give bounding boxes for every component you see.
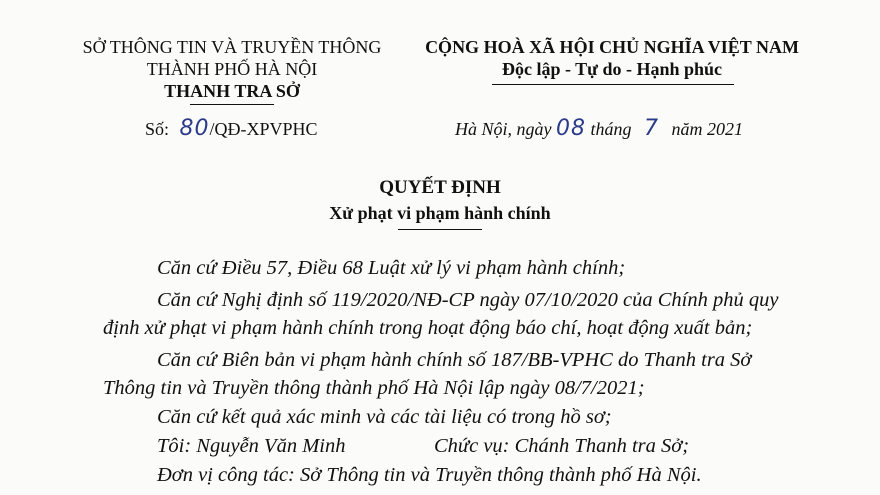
basis-line-5: Thông tin và Truyền thông thành phố Hà Nội lập ngày 08/7/2021; [103,377,645,399]
left-header-underline [190,104,274,105]
handwritten-day: 08 [556,116,586,141]
document-number [145,118,318,140]
signer-unit: Đơn vị công tác: Sở Thông tin và Truyền thông thành phố Hà Nội. [157,464,702,486]
document-subtitle: Xử phạt vi phạm hành chính [329,203,551,223]
number-suffix: /QĐ-XPVPHC [209,119,318,139]
year-text: năm 2021 [671,119,744,139]
basis-line-4: Căn cứ Biên bản vi phạm hành chính số 187/BB-VPHC do Thanh tra Sở [157,349,752,371]
agency-name-line3: THANH TRA SỞ [164,81,300,101]
number-label: Số: [145,119,170,139]
month-label: tháng [590,119,632,139]
basis-line-6: Căn cứ kết quả xác minh và các tài liệu có trong hồ sơ; [157,406,612,428]
basis-line-3: định xử phạt vi phạm hành chính trong hoạt động báo chí, hoạt động xuất bản; [103,317,753,339]
national-motto: Độc lập - Tự do - Hạnh phúc [501,59,723,79]
signer-name: Tôi: Nguyễn Văn Minh [157,435,346,457]
country-name: CỘNG HOÀ XÃ HỘI CHỦ NGHĨA VIỆT NAM [425,37,799,57]
motto-underline [492,84,734,85]
place-date-prefix: Hà Nội, ngày [455,119,552,139]
agency-name-line2: THÀNH PHỐ HÀ NỘI [146,59,318,79]
handwritten-month: 7 [644,116,660,141]
agency-name-line1: SỞ THÔNG TIN VÀ TRUYỀN THÔNG [82,37,382,57]
handwritten-number: 80 [179,116,210,141]
signer-position: Chức vụ: Chánh Thanh tra Sở; [434,435,690,457]
basis-line-2: Căn cứ Nghị định số 119/2020/NĐ-CP ngày 07/10/2020 của Chính phủ quy [157,289,779,311]
basis-line-1: Căn cứ Điều 57, Điều 68 Luật xử lý vi phạm hành chính; [157,257,626,279]
document-title: QUYẾT ĐỊNH [379,177,501,198]
place-date [455,118,743,140]
title-underline [398,229,482,230]
